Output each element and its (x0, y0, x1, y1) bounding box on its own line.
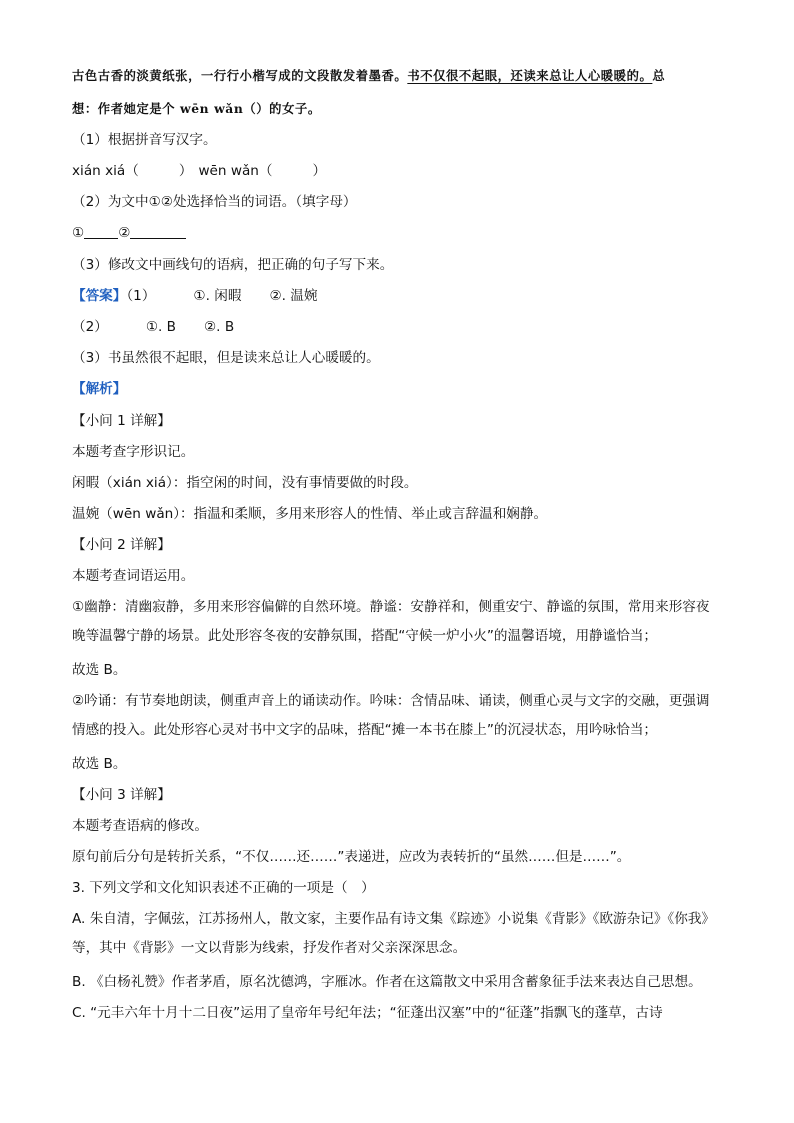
paren-close: ） (178, 163, 193, 179)
blank-1-line (84, 224, 118, 239)
section-1-heading: 【小问 1 详解】 (72, 413, 171, 429)
section-2-p2: ①幽静：清幽寂静，多用来形容偏僻的自然环境。静谧：安静祥和，侧重安宁、静谧的氛围，常用来形容夜晚等温馨宁静的场景。此处形容冬夜的安静氛围，搭配“守候一炉小火”的温馨语境，用静谧恰当； (72, 599, 710, 644)
answer-1-i: ①. 闲暇 (193, 288, 242, 304)
answer-1-num: （1） (126, 288, 156, 304)
option-c: C. “元丰六年十月十二日夜”运用了皇帝年号纪年法；“征蓬出汉塞”中的“征蓬”指飘飞的蓬草，古诗 (72, 1005, 663, 1021)
section-1-p3: 温婉（wēn wǎn）：指温和柔顺，多用来形容人的性情、举止或言辞温和娴静。 (72, 506, 548, 522)
answer-2-num: （2） (72, 319, 108, 335)
answer-1-ii: ②. 温婉 (269, 288, 318, 304)
section-2-p5: 故选 B。 (72, 756, 127, 772)
section-2-p4: ②吟诵：有节奏地朗读，侧重声音上的诵读动作。吟味：含情品味、诵读，侧重心灵与文字的交融，更强调情感的投入。此处形容心灵对书中文字的品味，搭配“摊一本书在膝上”的沉浸状态，用吟咏恰当； (72, 693, 710, 738)
answer-row-2 (72, 317, 240, 337)
intro-line-2: 想：作者她定是个 wēn wǎn（）的女子。 (72, 101, 321, 116)
answer-2-i: ①. B (145, 319, 176, 335)
q1-label: （1）根据拼音写汉字。 (72, 132, 217, 148)
section-3-p1: 本题考查语病的修改。 (72, 818, 208, 834)
blank-2-line (130, 224, 186, 239)
q3-label: （3）修改文中画线句的语病，把正确的句子写下来。 (72, 257, 394, 273)
section-3-heading: 【小问 3 详解】 (72, 787, 171, 803)
option-a: A. 朱自清，字佩弦，江苏扬州人，散文家，主要作品有诗文集《踪迹》小说集《背影》《欧游杂记》《你我》等，其中《背影》一文以背影为线索，抒发作者对父亲深深思念。 (72, 911, 716, 956)
pinyin-xianxia: xián xiá（ (72, 163, 139, 179)
section-2-heading: 【小问 2 详解】 (72, 537, 171, 553)
q2-label: （2）为文中①②处选择恰当的词语。（填字母） (72, 194, 357, 210)
pinyin-wenwan: wēn wǎn（ (198, 163, 273, 179)
q2-blanks (72, 223, 186, 243)
intro-text-c: 总 (652, 68, 666, 83)
blank-2-label: ② (118, 225, 131, 241)
paren-close: ） (312, 163, 327, 179)
section-3-p2: 原句前后分句是转折关系，“不仅……还……”表递进，应改为表转折的“虽然……但是……”。 (72, 849, 631, 865)
section-2-p1: 本题考查词语运用。 (72, 568, 195, 584)
answer-2-ii: ②. B (204, 319, 235, 335)
option-b: B. 《白杨礼赞》作者茅盾，原名沈德鸿，字雁冰。作者在这篇散文中采用含蓄象征手法来表达自己思想。 (72, 974, 702, 990)
section-2-p3: 故选 B。 (72, 662, 127, 678)
answer-3: （3）书虽然很不起眼，但是读来总让人心暖暖的。 (72, 350, 380, 366)
question-3-stem: 3. 下列文学和文化知识表述不正确的一项是（ ） (72, 880, 375, 896)
section-1-p1: 本题考查字形识记。 (72, 444, 195, 460)
answer-tag: 【答案】 (72, 288, 127, 304)
answer-row-1 (72, 286, 323, 306)
underlined-sentence: 书不仅很不起眼，还读来总让人心暖暖的。 (407, 68, 653, 83)
intro-line-1 (72, 66, 665, 86)
analysis-tag: 【解析】 (72, 381, 127, 397)
q1-pinyin-row (72, 161, 326, 181)
blank-1-label: ① (72, 225, 85, 241)
section-1-p2: 闲暇（xián xiá）：指空闲的时间，没有事情要做的时段。 (72, 475, 418, 491)
intro-text-a: 古色古香的淡黄纸张，一行行小楷写成的文段散发着墨香。 (72, 68, 408, 83)
